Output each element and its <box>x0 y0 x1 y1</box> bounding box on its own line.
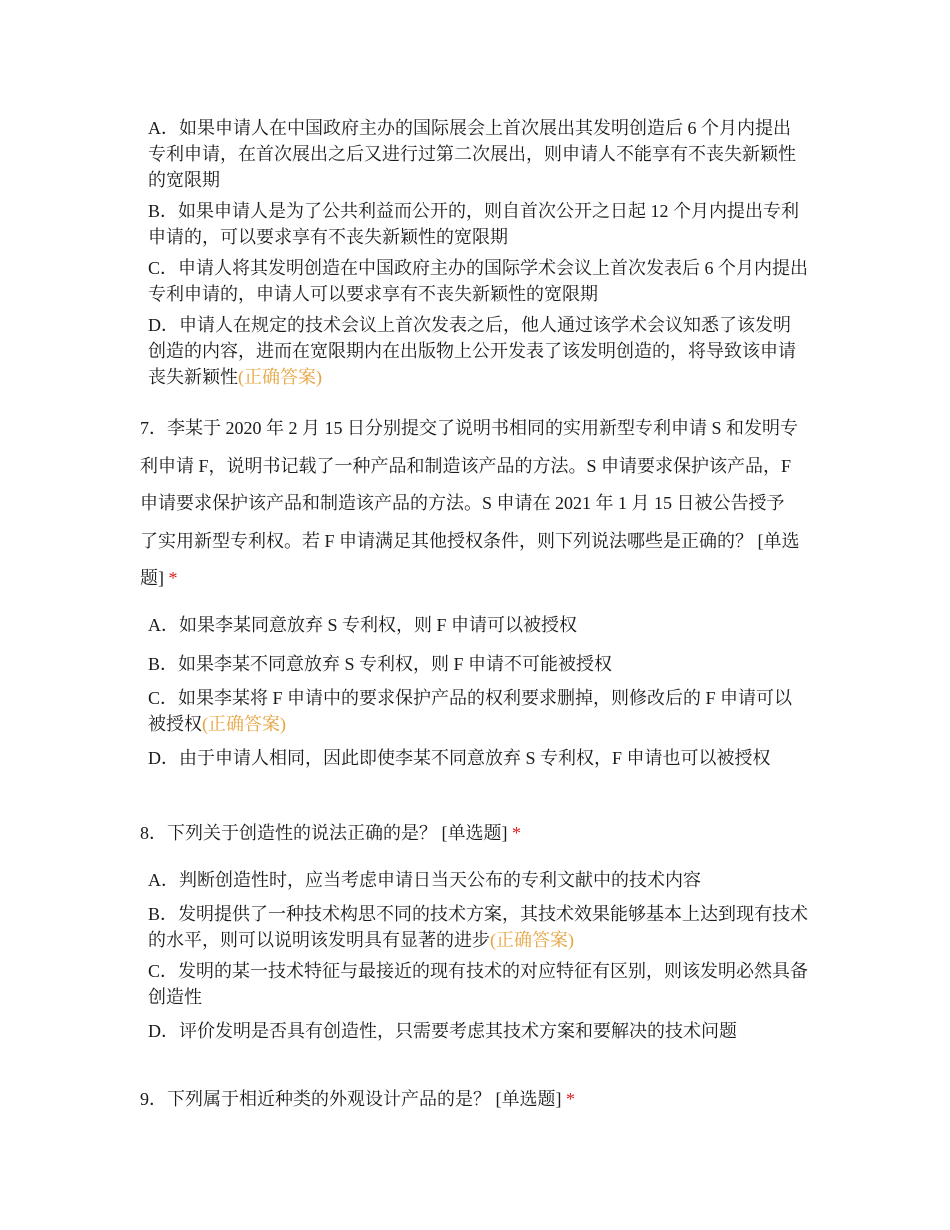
q8-options <box>148 867 808 1049</box>
q7-question-text: 7．李某于 2020 年 2 月 15 日分别提交了说明书相同的实用新型专利申请 S 和发明专利申请 F，说明书记载了一种产品和制造该产品的方法。S 申请要求保护该产品，F 申请要求保护该产品和制造该产品的方法。S 申请在 2021 年 1 月 15 日被公告授予了实用新型专利权。若 F 申请满足其他授权条件，则下列说法哪些是正确的？ [单选题] * <box>140 418 800 588</box>
required-mark: * <box>168 568 178 588</box>
correct-answer-label: (正确答案) <box>202 714 286 734</box>
q7-option-a[interactable]: A．如果李某同意放弃 S 专利权，则 F 申请可以被授权 <box>148 615 578 635</box>
q6-option-d[interactable]: D．申请人在规定的技术会议上首次发表之后，他人通过该学术会议知悉了该发明创造的内容，进而在宽限期内在出版物上公开发表了该发明创造的，将导致该申请丧失新颖性(正确答案) <box>148 315 796 387</box>
required-mark: * <box>566 1089 575 1109</box>
question-9 <box>140 1081 800 1119</box>
q9-question-text: 9．下列属于相近种类的外观设计产品的是？ [单选题] * <box>140 1089 575 1109</box>
q6-option-b[interactable]: B．如果申请人是为了公共利益而公开的，则自首次公开之日起 12 个月内提出专利申请的，可以要求享有不丧失新颖性的宽限期 <box>148 201 800 247</box>
q7-option-d[interactable]: D．由于申请人相同，因此即使李某不同意放弃 S 专利权，F 申请也可以被授权 <box>148 748 771 768</box>
question-type-label: [单选题] <box>441 823 508 843</box>
q8-option-d[interactable]: D．评价发明是否具有创造性，只需要考虑其技术方案和要解决的技术问题 <box>148 1021 737 1041</box>
q6-option-c[interactable]: C．申请人将其发明创造在中国政府主办的国际学术会议上首次发表后 6 个月内提出专利申请的，申请人可以要求享有不丧失新颖性的宽限期 <box>148 258 809 304</box>
q8-option-c[interactable]: C．发明的某一技术特征与最接近的现有技术的对应特征有区别，则该发明必然具备创造性 <box>148 961 809 1007</box>
q7-option-c[interactable]: C．如果李某将 F 申请中的要求保护产品的权利要求删掉，则修改后的 F 申请可以被授权(正确答案) <box>148 688 793 734</box>
correct-answer-label: (正确答案) <box>238 367 322 387</box>
question-7 <box>140 410 800 598</box>
q6-options <box>148 115 808 395</box>
q6-option-a[interactable]: A．如果申请人在中国政府主办的国际展会上首次展出其发明创造后 6 个月内提出专利申请，在首次展出之后又进行过第二次展出，则申请人不能享有不丧失新颖性的宽限期 <box>148 118 796 190</box>
correct-answer-label: (正确答案) <box>490 930 574 950</box>
q7-options <box>148 612 808 776</box>
required-mark: * <box>512 823 521 843</box>
q8-question-text: 8．下列关于创造性的说法正确的是？ [单选题] * <box>140 823 521 843</box>
q8-option-b[interactable]: B．发明提供了一种技术构思不同的技术方案，其技术效果能够基本上达到现有技术的水平，则可以说明该发明具有显著的进步(正确答案) <box>148 904 809 950</box>
question-8 <box>140 815 800 853</box>
q7-option-b[interactable]: B．如果李某不同意放弃 S 专利权，则 F 申请不可能被授权 <box>148 654 613 674</box>
question-type-label: [单选题] <box>495 1089 562 1109</box>
question-type-label: [单选题] <box>140 530 800 588</box>
q8-option-a[interactable]: A．判断创造性时，应当考虑申请日当天公布的专利文献中的技术内容 <box>148 870 701 890</box>
